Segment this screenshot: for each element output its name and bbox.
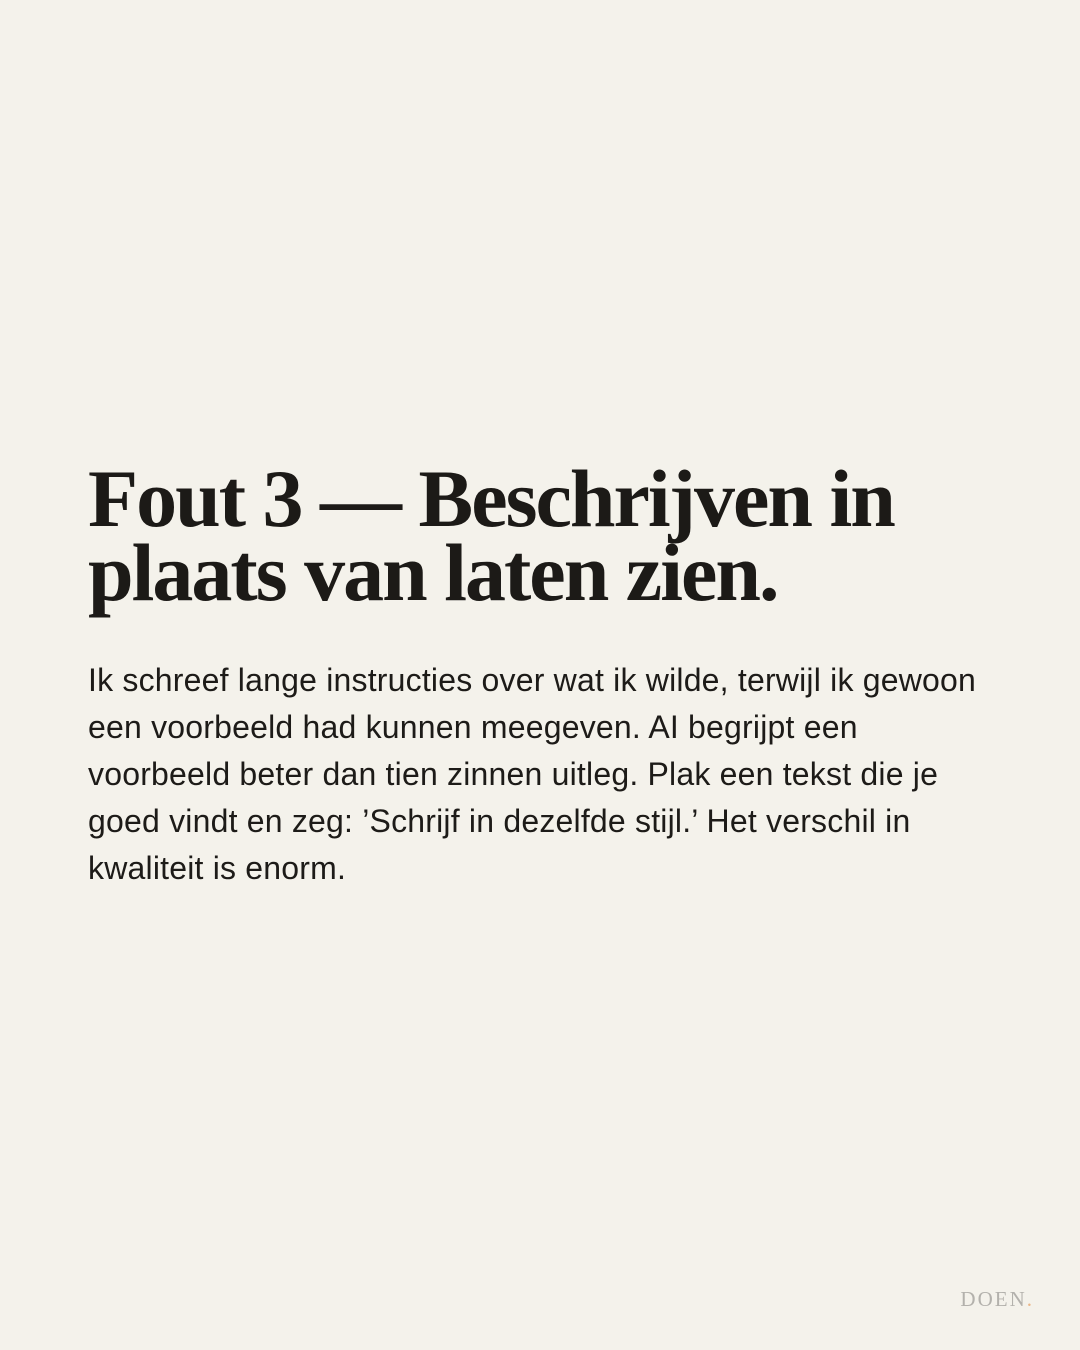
body-line-5: kwaliteit is enorm. xyxy=(88,850,347,886)
heading-line-2: plaats van laten zien. xyxy=(88,527,778,618)
heading-line-1: Fout 3 — Beschrijven in xyxy=(88,453,894,544)
body-line-4: goed vindt en zeg: ’Schrijf in dezelfde stijl.’ Het verschil in xyxy=(88,803,911,839)
body-paragraph xyxy=(88,657,976,892)
brand-wordmark: DOEN xyxy=(960,1287,1027,1311)
brand-logo xyxy=(960,1289,1032,1310)
body-line-1: Ik schreef lange instructies over wat ik wilde, terwijl ik gewoon xyxy=(88,662,977,698)
body-line-3: voorbeeld beter dan tien zinnen uitleg. Plak een tekst die je xyxy=(88,756,939,792)
body-line-2: een voorbeeld had kunnen meegeven. AI begrijpt een xyxy=(88,709,858,745)
brand-dot: . xyxy=(1026,1287,1032,1311)
page-title xyxy=(88,453,894,618)
